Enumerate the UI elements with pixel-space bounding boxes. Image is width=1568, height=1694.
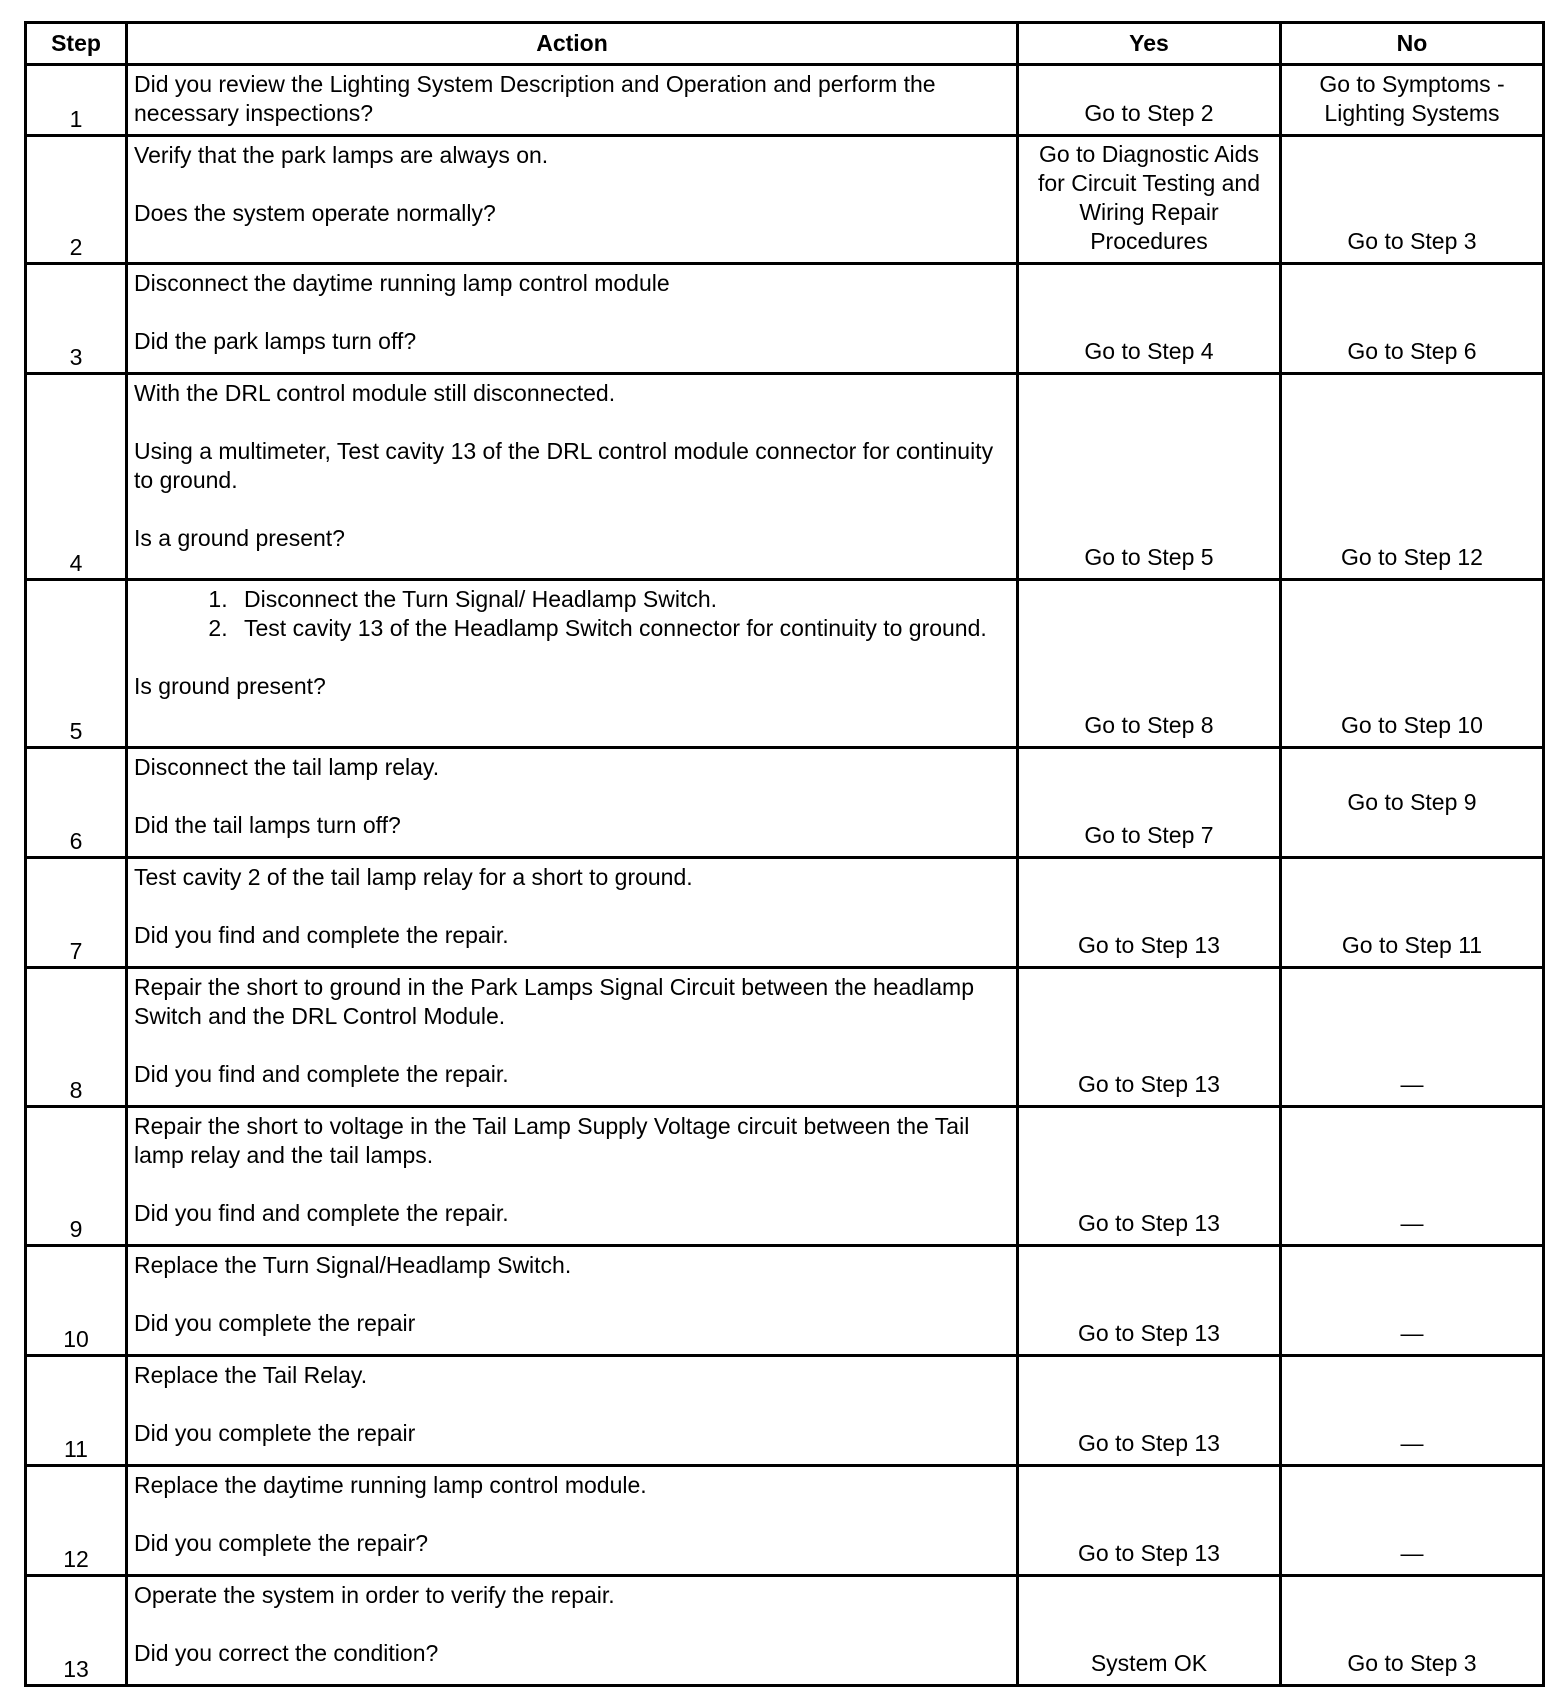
- table-row: [26, 1466, 1544, 1576]
- diagnostic-table: [24, 21, 1545, 1687]
- yes-cell: [1018, 968, 1281, 1107]
- yes-text: System OK: [1090, 1650, 1208, 1676]
- action-cell: [127, 374, 1018, 580]
- action-text: Using a multimeter, Test cavity 13 of the DRL control module connector for continuity to ground.: [134, 438, 994, 493]
- action-cell: [127, 858, 1018, 968]
- no-cell: [1281, 374, 1544, 580]
- no-cell: [1281, 580, 1544, 748]
- no-cell: [1281, 858, 1544, 968]
- yes-text: Go to Diagnostic Aids for Circuit Testing and Wiring Repair Procedures: [1037, 141, 1260, 254]
- no-text: Go to Step 10: [1341, 712, 1483, 738]
- step-number: 8: [26, 968, 127, 1107]
- header-no: No: [1281, 23, 1544, 65]
- step-number: 11: [26, 1356, 127, 1466]
- header-row: [26, 23, 1544, 65]
- yes-cell: [1018, 1356, 1281, 1466]
- action-text: Test cavity 2 of the tail lamp relay for a short to ground.: [134, 864, 693, 890]
- no-text: Go to Step 6: [1347, 338, 1477, 364]
- yes-text: Go to Step 13: [1078, 1210, 1220, 1236]
- action-cell: [127, 748, 1018, 858]
- yes-cell: [1018, 1576, 1281, 1686]
- action-cell: [127, 1107, 1018, 1246]
- action-question: Did you find and complete the repair.: [134, 1061, 509, 1087]
- table-row: [26, 374, 1544, 580]
- no-text: Go to Symptoms - Lighting Systems: [1319, 71, 1505, 126]
- yes-text: Go to Step 2: [1084, 100, 1214, 126]
- action-cell: [127, 968, 1018, 1107]
- step-number: 10: [26, 1246, 127, 1356]
- action-cell: [127, 136, 1018, 264]
- no-text: —: [1400, 1210, 1424, 1236]
- action-text: Replace the daytime running lamp control module.: [134, 1472, 647, 1498]
- no-cell: [1281, 136, 1544, 264]
- no-cell: [1281, 748, 1544, 858]
- step-number: 5: [26, 580, 127, 748]
- yes-text: Go to Step 13: [1078, 932, 1220, 958]
- yes-text: Go to Step 13: [1078, 1430, 1220, 1456]
- list-item: 2. Test cavity 13 of the Headlamp Switch connector for continuity to ground.: [234, 614, 1010, 643]
- yes-text: Go to Step 7: [1084, 822, 1214, 848]
- action-step-list: [134, 585, 1010, 643]
- action-cell: [127, 1356, 1018, 1466]
- step-number: 9: [26, 1107, 127, 1246]
- yes-cell: [1018, 580, 1281, 748]
- no-text: Go to Step 12: [1341, 544, 1483, 570]
- no-text: Go to Step 9: [1347, 789, 1477, 815]
- action-cell: [127, 65, 1018, 136]
- step-number: 4: [26, 374, 127, 580]
- action-text: Disconnect the tail lamp relay.: [134, 754, 440, 780]
- action-cell: [127, 1576, 1018, 1686]
- step-number: 3: [26, 264, 127, 374]
- no-text: Go to Step 3: [1347, 1650, 1477, 1676]
- step-number: 1: [26, 65, 127, 136]
- table-row: [26, 65, 1544, 136]
- action-text: Replace the Tail Relay.: [134, 1362, 368, 1388]
- action-question: Did the tail lamps turn off?: [134, 812, 401, 838]
- action-question: Does the system operate normally?: [134, 200, 496, 226]
- table-row: [26, 264, 1544, 374]
- action-text: Operate the system in order to verify the repair.: [134, 1582, 615, 1608]
- table-row: [26, 1107, 1544, 1246]
- header-yes: Yes: [1018, 23, 1281, 65]
- action-question: Did you find and complete the repair.: [134, 1200, 509, 1226]
- action-cell: [127, 1246, 1018, 1356]
- step-number: 7: [26, 858, 127, 968]
- yes-cell: [1018, 858, 1281, 968]
- step-number: 2: [26, 136, 127, 264]
- yes-text: Go to Step 13: [1078, 1320, 1220, 1346]
- yes-cell: [1018, 1107, 1281, 1246]
- table-row: [26, 136, 1544, 264]
- no-text: —: [1400, 1320, 1424, 1346]
- action-cell: [127, 1466, 1018, 1576]
- yes-cell: [1018, 136, 1281, 264]
- table-row: [26, 748, 1544, 858]
- table-row: [26, 1246, 1544, 1356]
- no-cell: [1281, 1466, 1544, 1576]
- no-text: Go to Step 11: [1341, 932, 1483, 958]
- no-text: —: [1400, 1430, 1424, 1456]
- yes-text: Go to Step 13: [1078, 1071, 1220, 1097]
- no-text: —: [1400, 1071, 1424, 1097]
- table-row: [26, 1576, 1544, 1686]
- yes-text: Go to Step 5: [1084, 544, 1214, 570]
- yes-cell: [1018, 374, 1281, 580]
- action-text: Replace the Turn Signal/Headlamp Switch.: [134, 1252, 572, 1278]
- action-question: Did you find and complete the repair.: [134, 922, 509, 948]
- yes-cell: [1018, 1246, 1281, 1356]
- step-number: 12: [26, 1466, 127, 1576]
- no-cell: [1281, 968, 1544, 1107]
- no-cell: [1281, 65, 1544, 136]
- yes-cell: [1018, 1466, 1281, 1576]
- no-cell: [1281, 1107, 1544, 1246]
- yes-text: Go to Step 13: [1078, 1540, 1220, 1566]
- action-text: Verify that the park lamps are always on.: [134, 142, 549, 168]
- action-text: Repair the short to voltage in the Tail Lamp Supply Voltage circuit between the Tail lamp relay and the tail lamps.: [134, 1113, 970, 1168]
- no-cell: [1281, 264, 1544, 374]
- action-cell: [127, 580, 1018, 748]
- no-text: Go to Step 3: [1347, 228, 1477, 254]
- table-row: [26, 580, 1544, 748]
- action-question: Is ground present?: [134, 673, 326, 699]
- yes-cell: [1018, 264, 1281, 374]
- action-question: Did you complete the repair: [134, 1310, 416, 1336]
- action-cell: [127, 264, 1018, 374]
- yes-text: Go to Step 8: [1084, 712, 1214, 738]
- step-number: 6: [26, 748, 127, 858]
- yes-cell: [1018, 65, 1281, 136]
- no-cell: [1281, 1246, 1544, 1356]
- no-cell: [1281, 1356, 1544, 1466]
- action-question: Is a ground present?: [134, 525, 345, 551]
- action-question: Did you complete the repair: [134, 1420, 416, 1446]
- action-question: Did the park lamps turn off?: [134, 328, 417, 354]
- yes-cell: [1018, 748, 1281, 858]
- no-text: —: [1400, 1540, 1424, 1566]
- table-row: [26, 858, 1544, 968]
- table-row: [26, 968, 1544, 1107]
- action-question: Did you complete the repair?: [134, 1530, 429, 1556]
- header-step: Step: [26, 23, 127, 65]
- action-text: Repair the short to ground in the Park Lamps Signal Circuit between the headlamp Switch and the DRL Control Module.: [134, 974, 974, 1029]
- list-item: 1. Disconnect the Turn Signal/ Headlamp Switch.: [234, 585, 1010, 614]
- action-text: With the DRL control module still disconnected.: [134, 380, 616, 406]
- no-cell: [1281, 1576, 1544, 1686]
- action-text: Did you review the Lighting System Description and Operation and perform the necessary inspections?: [134, 71, 936, 126]
- action-text: Disconnect the daytime running lamp control module: [134, 270, 670, 296]
- action-question: Did you correct the condition?: [134, 1640, 439, 1666]
- header-action: Action: [127, 23, 1018, 65]
- table-row: [26, 1356, 1544, 1466]
- step-number: 13: [26, 1576, 127, 1686]
- yes-text: Go to Step 4: [1084, 338, 1214, 364]
